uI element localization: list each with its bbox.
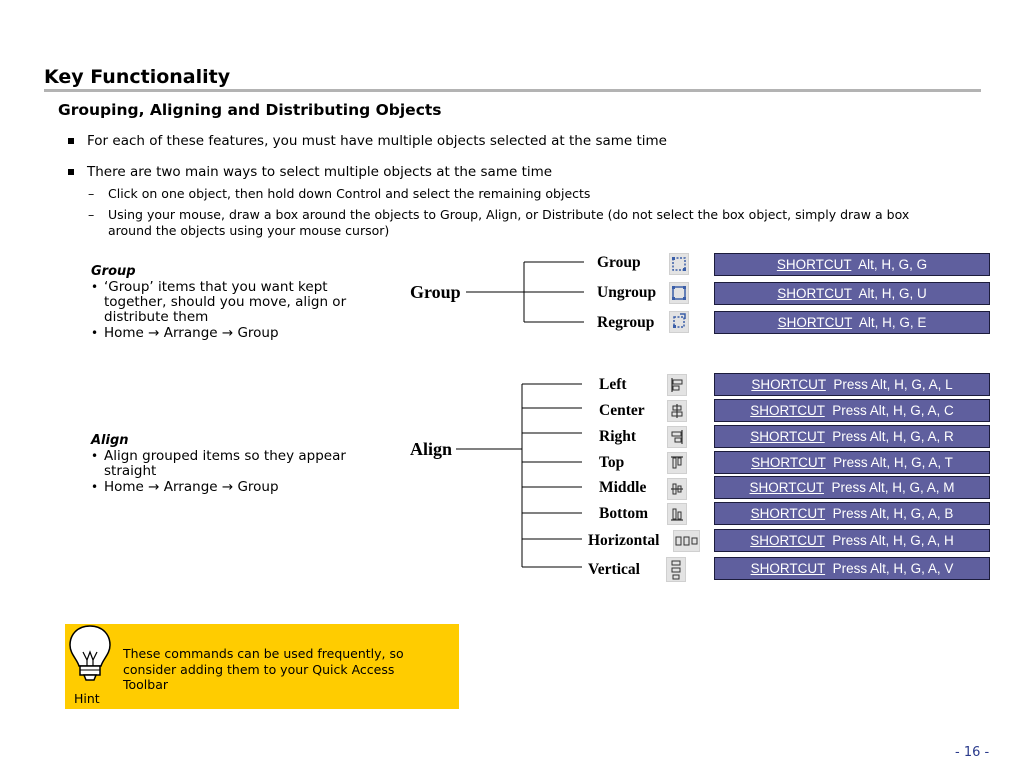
shortcut-group-button[interactable]: SHORTCUT Alt, H, G, G	[714, 253, 990, 276]
shortcut-regroup-button[interactable]: SHORTCUT Alt, H, G, E	[714, 311, 990, 334]
shortcut-align-center-button[interactable]: SHORTCUT Press Alt, H, G, A, C	[714, 399, 990, 422]
ungroup-item-label: Ungroup	[597, 284, 657, 301]
distribute-vertical-label: Vertical	[588, 561, 640, 578]
align-note-line: Home → Arrange → Group	[104, 479, 279, 495]
align-center-icon[interactable]	[667, 400, 687, 422]
align-left-icon[interactable]	[667, 374, 687, 396]
sub-bullet-text: around the objects using your mouse cursor)	[108, 223, 390, 238]
bullet-text: There are two main ways to select multiple objects at the same time	[87, 164, 553, 180]
shortcut-align-middle-button[interactable]: SHORTCUT Press Alt, H, G, A, M	[714, 476, 990, 499]
align-bottom-icon[interactable]	[667, 503, 687, 525]
note-bullet: •	[91, 280, 99, 294]
hint-label: Hint	[74, 691, 100, 706]
hint-text: These commands can be used frequently, so consider adding them to your Quick Access Toolbar	[123, 646, 404, 692]
align-top-icon[interactable]	[667, 452, 687, 474]
sub-bullet-marker: –	[88, 186, 95, 201]
distribute-vertical-icon[interactable]	[666, 557, 686, 582]
sub-bullet-marker: –	[88, 207, 95, 222]
ungroup-icon[interactable]	[669, 282, 689, 304]
align-note-line: Align grouped items so they appear	[104, 448, 346, 464]
align-tree-root: Align	[410, 439, 453, 459]
bullet-text: For each of these features, you must have multiple objects selected at the same time	[87, 133, 667, 149]
shortcut-align-top-button[interactable]: SHORTCUT Press Alt, H, G, A, T	[714, 451, 990, 474]
align-right-label: Right	[599, 428, 637, 445]
align-top-label: Top	[599, 454, 625, 471]
align-right-icon[interactable]	[667, 426, 687, 448]
regroup-icon[interactable]	[669, 311, 689, 333]
shortcut-ungroup-button[interactable]: SHORTCUT Alt, H, G, U	[714, 282, 990, 305]
group-icon[interactable]	[669, 253, 689, 275]
distribute-horizontal-label: Horizontal	[588, 532, 660, 549]
shortcut-align-left-button[interactable]: SHORTCUT Press Alt, H, G, A, L	[714, 373, 990, 396]
group-note-line: ‘Group’ items that you want kept	[104, 279, 328, 295]
note-bullet: •	[91, 449, 99, 463]
note-bullet: •	[91, 326, 99, 340]
align-note-line: straight	[104, 463, 157, 479]
group-tree-root: Group	[410, 282, 461, 302]
lightbulb-icon	[67, 624, 113, 692]
shortcut-distribute-horizontal-button[interactable]: SHORTCUT Press Alt, H, G, A, H	[714, 529, 990, 552]
group-item-label: Group	[597, 254, 641, 271]
sub-bullet-text: Using your mouse, draw a box around the objects to Group, Align, or Distribute (do not select the box object, simply draw a box	[108, 207, 910, 222]
align-middle-label: Middle	[599, 479, 647, 496]
sub-bullet-text: Click on one object, then hold down Control and select the remaining objects	[108, 186, 591, 201]
regroup-item-label: Regroup	[597, 314, 655, 331]
shortcut-distribute-vertical-button[interactable]: SHORTCUT Press Alt, H, G, A, V	[714, 557, 990, 580]
shortcut-align-bottom-button[interactable]: SHORTCUT Press Alt, H, G, A, B	[714, 502, 990, 525]
align-left-label: Left	[599, 376, 627, 393]
group-note-line: Home → Arrange → Group	[104, 325, 279, 341]
group-note-line: distribute them	[104, 309, 209, 325]
shortcut-align-right-button[interactable]: SHORTCUT Press Alt, H, G, A, R	[714, 425, 990, 448]
distribute-horizontal-icon[interactable]	[673, 530, 700, 552]
page-title: Key Functionality	[44, 66, 231, 88]
page-number: - 16 -	[955, 745, 990, 760]
page-subtitle: Grouping, Aligning and Distributing Objects	[58, 101, 442, 119]
align-center-label: Center	[599, 402, 645, 419]
group-note-line: together, should you move, align or	[104, 294, 347, 310]
group-note-heading: Group	[91, 264, 136, 279]
align-note-heading: Align	[91, 433, 129, 448]
align-bottom-label: Bottom	[599, 505, 649, 522]
align-middle-icon[interactable]	[667, 478, 687, 500]
note-bullet: •	[91, 480, 99, 494]
